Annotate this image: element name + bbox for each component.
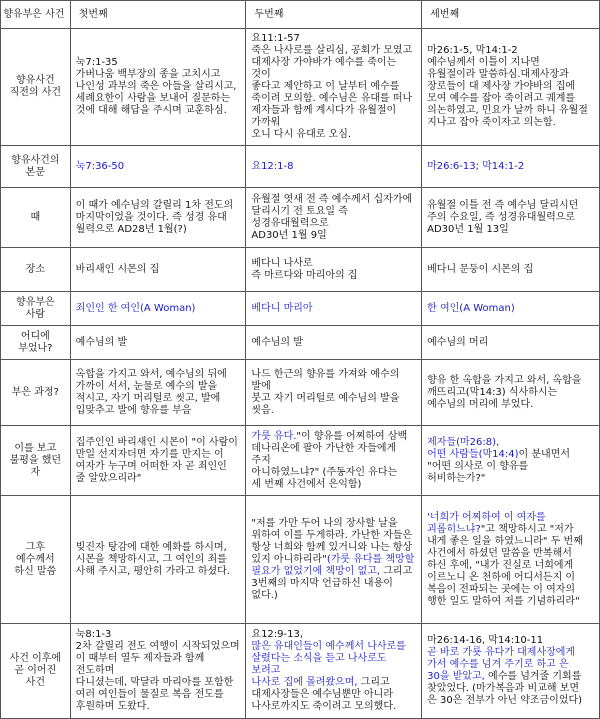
cell-third: 베다니 문둥이 시몬의 집 [422,248,600,292]
cell-text: 눅8:1-3 2차 갈릴리 전도 여행이 시작되었으며 이 때부터 열두 제자들과 함께 전도하며 다니셨는데, 막달라 마리아를 포함한 여러 여인들이 물질로 복음 전도를 후원하며 도왔다. [75,629,240,712]
cell-second [246,496,422,624]
row-label: 어디에 부었나? [1,326,71,360]
row-label: 장소 [1,248,71,292]
column-header-first: 첫번째 [70,1,246,29]
highlight-text: (가룻 유다를 책망할 필요가 없었기에 책망이 없고, [251,553,415,577]
cell-third [422,29,600,146]
row-label: 사건 이후에 곧 이어진 사건 [1,624,71,719]
cell-third [422,188,600,248]
cell-second [246,624,422,719]
column-header-second: 두번째 [246,1,422,29]
row-label: 향유사건 직전의 사건 [1,29,71,146]
table-row [1,248,600,292]
cell-text: 베다니 나사로 즉 마르다와 마리아의 집 [251,257,358,281]
cell-text: 그리고 대제사장들은 예수님뿐만 아니라 나사로까지도 죽이려고 모의했다. [251,677,397,712]
cell-third: 마26:6-13; 막14:1-2 [422,146,600,188]
cell-text: 그리고 3번째의 마지막 언급하신 내용이 없다.) [251,565,413,601]
table-row [1,292,600,326]
cell-first [70,496,246,624]
column-header-third: 세번째 [422,1,600,29]
cell-first: 예수님의 발 [70,326,246,360]
cell-text: ."이 향유를 어찌하여 삼백 데나리온에 팔아 가난한 자들에게 주지 아니하였느냐?" (주동자인 유다는 세 번째 사건에서 은익함) [251,430,408,490]
cell-second: 베다니 마리아 [246,292,422,326]
cell-text: 옥합을 가지고 와서, 예수님의 뒤에 가까이 서서, 눈물로 예수의 발을 적시고, 자기 머리털로 씻고, 발에 입맞추고 발에 향유를 부음 [75,368,227,416]
cell-first [70,188,246,248]
cell-text: 마26:1-5, 막14:1-2 예수님께서 이틀이 지나면 유월절이라 말씀하심.대제사장과 장로들이 대 제사장 가야바의 집에 모여 예수를 잡아 죽이려고 궤계를 의논하였고, 민요가 날까 하니 유월절 지나고 잡아 죽이자고 의논함. [427,45,588,128]
cell-second [246,29,422,146]
cell-first: 죄인인 한 여인(A Woman) [70,292,246,326]
cell-first: 눅7:36-50 [70,146,246,188]
table-row [1,188,600,248]
cell-third [422,426,600,496]
cell-text: 유월절 이틀 전 즉 예수님 달리시던 주의 수요일, 즉 성경유대월력으로 AD30년 1월 13일 [427,199,579,235]
cell-second [246,188,422,248]
table-row [1,426,600,496]
row-label: 때 [1,188,71,248]
cell-third: 예수님의 머리 [422,326,600,360]
cell-text: 이 때가 예수님의 갈릴리 1차 전도의 마지막이었을 것이다. 즉 성경 유대 월력으로 AD28년 1월(?) [75,199,234,235]
highlight-text: 많은 유대인들이 예수께서 나사로를 살렸다는 소식을 듣고 나사로도 보려고 나사로 집에 몰려왔으며, [251,641,406,688]
table-row [1,360,600,426]
highlight-text: '너희가 어찌하여 이 여자를 괴롭히느냐? [427,511,546,535]
cell-second [246,248,422,292]
cell-text: 향유 한 옥합을 가지고 와서, 옥합을 깨뜨리고(막14:3) 식사하시는 예수님의 머리에 부었다. [427,374,582,410]
highlight-text: 가룻 유다 [251,430,294,442]
cell-third [422,496,600,624]
cell-text: 예수를 넘겨줄 기회를 찾았었다. (마가복음과 비교해 보면 은 30은 전부가 아닌 약조금이었다) [427,671,583,706]
row-label: 부은 과정? [1,360,71,426]
cell-second [246,360,422,426]
cell-text: "고 책망하시고 "저가 내게 좋은 일을 하였느니라" 두 번째 사건에서 하셨던 말씀을 반복해서 하신 후에, "내가 진실로 너희에게 이르노니 온 천하에 어디서든지 이 복음이 전파되는 곳에는 이 여자의 행한 일도 말하여 저를 기념하리라" [427,523,583,607]
table-row [1,29,600,146]
cell-text: 나드 한근의 향유를 가져와 예수의 발에 붓고 자기 머리털로 예수님의 발을 씻음. [251,368,400,416]
cell-text: "저를 가만 두어 나의 장사할 날을 위하여 이를 두게하라. 가난한 자들은 항상 너희와 함께 있거니와 나는 항상 있지 아니하리라" [251,517,413,565]
cell-text: 눅7:1-35 가버나움 백부장의 종을 고치시고 나인성 과부의 죽은 아들을 살리시고, 세례요한이 사람을 보내어 질문하는 것에 대해 해답을 주시며 교훈하심. [75,57,237,116]
highlight-text: 곧 바로 가룟 유다가 대제사장에게 가서 예수를 넘겨 주기로 하고 은 30을 받았고, [427,647,576,682]
cell-first [70,624,246,719]
cell-second [246,426,422,496]
cell-first [70,426,246,496]
row-label: 이를 보고 불평을 했던 자 [1,426,71,496]
row-label: 그후 예수께서 하신 말씀 [1,496,71,624]
table-row [1,624,600,719]
cell-second: 예수님의 발 [246,326,422,360]
cell-second: 요12:1-8 [246,146,422,188]
row-label: 향유사건의 본문 [1,146,71,188]
cell-text: 요12:9-13, [251,629,304,640]
cell-first: 바리새인 시몬의 집 [70,248,246,292]
table-row [1,326,600,360]
cell-text: 마26:14-16, 막14:10-11 [427,635,544,646]
row-label: 향유부은 사람 [1,292,71,326]
cell-text: 집주인인 바리새인 시몬이 "이 사람이 만일 선지자더면 자기를 만지는 이 여자가 누구며 어떠한 자 곧 죄인인 줄 알았으리라" [75,436,238,484]
cell-third [422,360,600,426]
cell-first [70,360,246,426]
table-row [1,146,600,188]
cell-third: 한 여인(A Woman) [422,292,600,326]
cell-text: 빚진자 탕감에 대한 예화를 하시며, 시몬을 책망하시고, 그 여인의 죄를 사해 주시고, 평안히 가라고 하셨다. [75,541,230,577]
highlight-text: 제자들(마26:8), 어떤 사람들(막14:4) [427,436,519,460]
table-row [1,496,600,624]
cell-text: 이 분내면서 "어떤 의사로 이 향유를 허비하는가?" [427,448,571,484]
header-row [1,1,600,29]
cell-text: 유월절 엿새 전 즉 예수께서 십자가에 달리시기 전 토요일 즉 성경유대월력으로 AD30년 1월 9일 [251,193,413,241]
corner-header: 향유부은 사건 [1,1,71,29]
cell-third [422,624,600,719]
cell-first [70,29,246,146]
cell-text: 요11:1-57 죽은 나사로를 살리심, 공회가 모였고 대제사장 가야바가 예수를 죽이는 것이 좋다고 제안하고 이 날부터 예수를 죽이려 모의함. 예수님은 유대를 떠나 제자들과 함께 계시다가 유월절이 가까워 오니 다시 유대로 오심. [251,33,413,140]
